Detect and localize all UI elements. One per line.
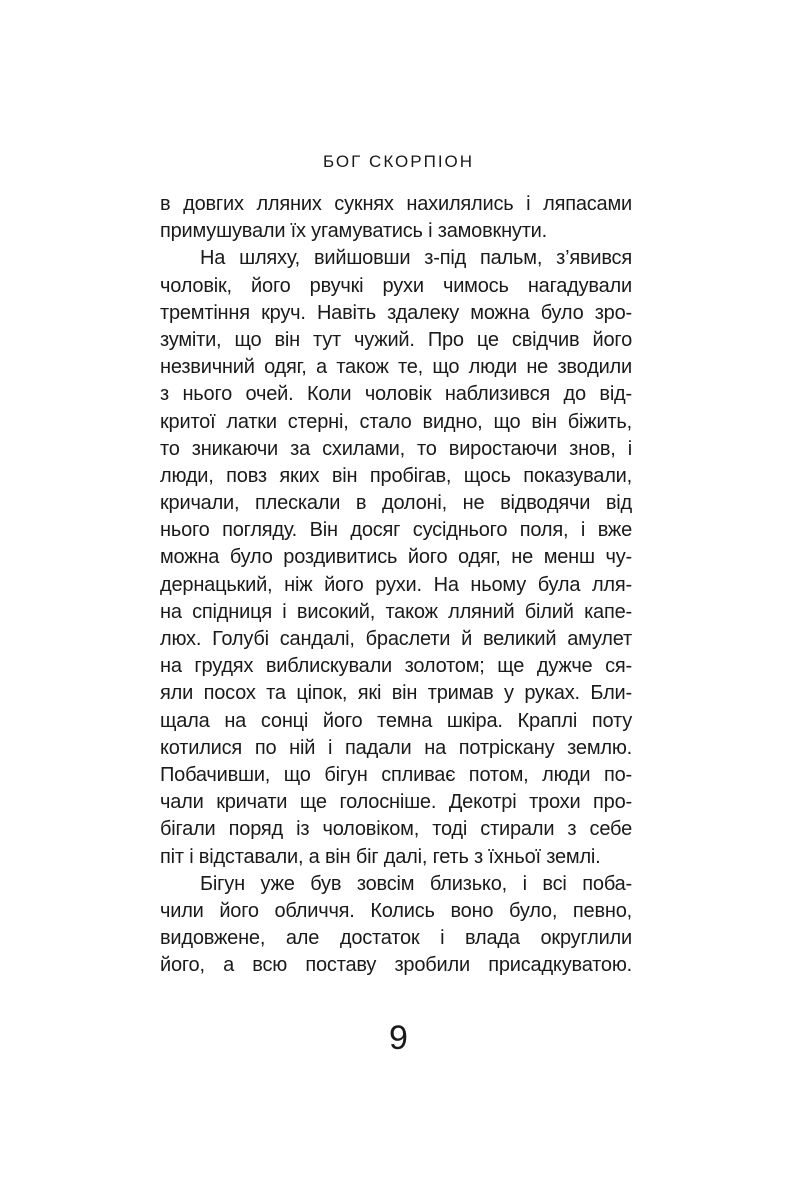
- text-line: незвичний одяг, а також те, що люди не зводили: [160, 356, 632, 379]
- text-line: яли посох та ціпок, які він тримав у руках. Бли-: [160, 682, 632, 705]
- text-line: щала на сонці його темна шкіра. Краплі поту: [160, 709, 632, 732]
- text-line: примушували їх угамуватись і замовкнути.: [160, 220, 548, 243]
- text-line: Бігун уже був зовсім близько, і всі поба-: [200, 872, 632, 895]
- text-line: в довгих лляних сукнях нахилялись і ляпасами: [160, 193, 632, 215]
- text-line: кричали, плескали в долоні, не відводячи від: [160, 492, 632, 515]
- text-line: чоловік, його рвучкі рухи чимось нагадували: [160, 274, 632, 297]
- text-line: видовжене, але достаток і влада округлили: [160, 927, 632, 950]
- text-line: то зникаючи за схилами, то виростаючи знов, і: [160, 437, 632, 460]
- text-line: Побачивши, що бігун спливає потом, люди по-: [160, 763, 632, 786]
- text-line: котилися по ній і падали на потріскану землю.: [160, 736, 632, 759]
- text-line: нього погляду. Він досяг сусіднього поля, і вже: [160, 519, 632, 542]
- text-line: люди, повз яких він пробігав, щось показували,: [160, 464, 632, 487]
- text-line: дернацький, ніж його рухи. На ньому була лля-: [160, 573, 632, 596]
- page-number: 9: [389, 1019, 408, 1057]
- text-line: бігали поряд із чоловіком, тоді стирали з себе: [160, 818, 632, 841]
- body-text: [160, 191, 632, 979]
- text-line: на грудях виблискували золотом; ще дужче ся-: [160, 655, 632, 678]
- text-line: чали кричати ще голосніше. Декотрі трохи про-: [160, 791, 632, 814]
- text-line: чили його обличчя. Колись воно було, певно,: [160, 899, 632, 922]
- text-line: на спідниця і високий, також лляний білий капе-: [160, 600, 632, 623]
- text-line: можна було роздивитись його одяг, не менш чу-: [160, 546, 632, 569]
- text-line: критої латки стерні, стало видно, що він біжить,: [160, 410, 632, 433]
- text-line: На шляху, вийшовши з-під пальм, з’явився: [200, 247, 632, 270]
- text-line: тремтіння круч. Навіть здалеку можна було зро-: [160, 301, 632, 324]
- running-head: БОГ СКОРПІОН: [322, 152, 475, 171]
- text-line: його, а всю поставу зробили присадкуватою.: [160, 954, 632, 977]
- text-line: люх. Голубі сандалі, браслети й великий амулет: [160, 628, 632, 650]
- text-line: зуміти, що він тут чужий. Про це свідчив його: [160, 328, 632, 351]
- text-line: піт і відставали, а він біг далі, геть з їхньої землі.: [160, 845, 601, 868]
- text-line: з нього очей. Коли чоловік наблизився до від-: [160, 383, 632, 406]
